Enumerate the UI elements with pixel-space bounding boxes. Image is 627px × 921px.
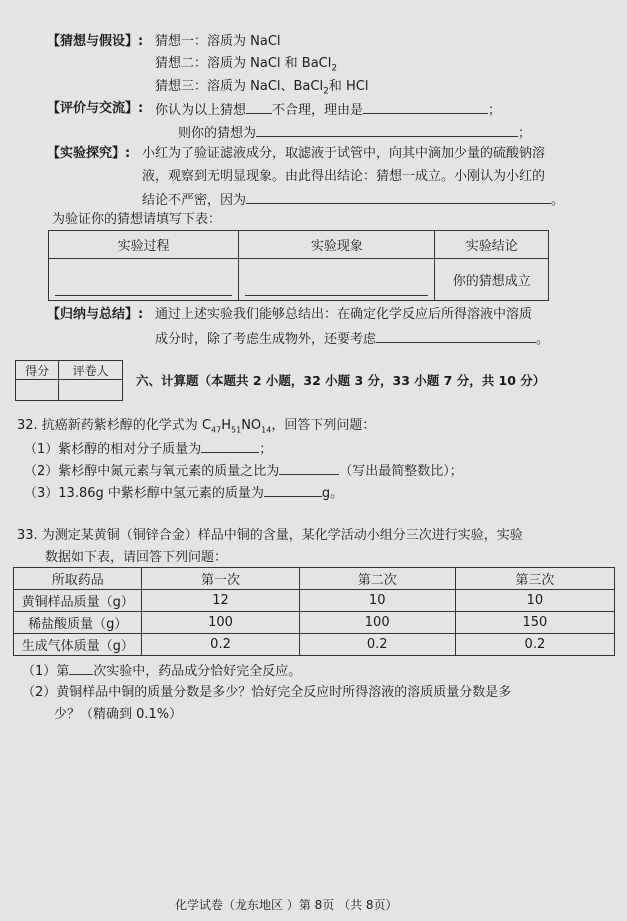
verify-header: 实验现象	[239, 231, 435, 259]
score-box	[15, 360, 123, 401]
guess-3: 猜想三：溶质为 NaCl、BaCl$_2$和 HCl	[155, 79, 369, 97]
blank-trial-number[interactable]	[69, 662, 93, 675]
q33-stem-2: 数据如下表，请回答下列问题：	[45, 550, 228, 565]
q33-part-2-line-2: 少？（精确到 0.1%）	[54, 707, 183, 722]
q32-part-1: （1）紫杉醇的相对分子质量为 ；	[24, 442, 273, 457]
grader-label: 评卷人	[59, 361, 123, 380]
blank-n-o-ratio[interactable]	[279, 462, 339, 475]
verify-phenomenon-cell[interactable]	[239, 259, 435, 301]
q33-data-table	[13, 567, 615, 656]
summary-label: 【归纳与总结】:	[47, 307, 144, 322]
summary-line-2: 成分时，除了考虑生成物外，还要考虑 。	[155, 332, 550, 347]
table-cell: 稀盐酸质量（g）	[14, 612, 142, 634]
q33-header: 所取药品	[14, 568, 142, 590]
q33-part-1: （1）第 次实验中，药品成分恰好完全反应。	[22, 664, 302, 679]
score-label: 得分	[16, 361, 59, 380]
guess-1: 猜想一：溶质为 NaCl	[155, 34, 281, 49]
blank-reason[interactable]	[363, 101, 488, 114]
verify-conclusion-cell: 你的猜想成立	[435, 259, 549, 301]
verify-header: 实验过程	[49, 231, 239, 259]
blank-molecular-mass[interactable]	[201, 440, 259, 453]
table-cell: 12	[142, 590, 299, 612]
inquiry-line-3: 结论不严密，因为 。	[142, 193, 565, 208]
q33-header: 第二次	[299, 568, 455, 590]
q33-header: 第三次	[455, 568, 614, 590]
evaluation-line-2: 则你的猜想为 ；	[178, 126, 532, 141]
q32-part-2: （2）紫杉醇中氮元素与氧元素的质量之比为 （写出最简整数比）；	[24, 464, 463, 479]
q33-header: 第一次	[142, 568, 299, 590]
table-cell: 100	[142, 612, 299, 634]
table-cell: 10	[455, 590, 614, 612]
evaluation-line-1: 你认为以上猜想 不合理，理由是 ；	[155, 103, 502, 118]
table-cell: 0.2	[299, 634, 455, 656]
q33-part-2-line-1: （2）黄铜样品中铜的质量分数是多少？恰好完全反应时所得溶液的溶质质量分数是多	[22, 685, 512, 700]
inquiry-label: 【实验探究】:	[47, 146, 131, 161]
verify-process-cell[interactable]	[49, 259, 239, 301]
score-cell[interactable]	[16, 380, 59, 401]
table-row	[14, 634, 615, 656]
table-cell: 生成气体质量（g）	[14, 634, 142, 656]
section-title: 六、计算题（本题共 2 小题，32 小题 3 分，33 小题 7 分，共 10 分）	[136, 373, 546, 388]
table-cell: 黄铜样品质量（g）	[14, 590, 142, 612]
table-cell: 0.2	[142, 634, 299, 656]
table-cell: 150	[455, 612, 614, 634]
table-cell: 0.2	[455, 634, 614, 656]
table-row	[14, 612, 615, 634]
verify-header: 实验结论	[435, 231, 549, 259]
blank-because[interactable]	[246, 191, 551, 204]
q33-stem-1: 33. 为测定某黄铜（铜锌合金）样品中铜的含量，某化学活动小组分三次进行实验，实验	[17, 528, 523, 543]
summary-line-1: 通过上述实验我们能够总结出：在确定化学反应后所得溶液中溶质	[155, 307, 533, 322]
inquiry-line-2: 液，观察到无明显现象。由此得出结论：猜想一成立。小刚认为小红的	[142, 169, 546, 184]
page-footer: 化学试卷（龙东地区 ）第 8页 （共 8页）	[175, 898, 398, 912]
q32-part-3: （3）13.86g 中紫杉醇中氢元素的质量为 g。	[24, 486, 344, 501]
inquiry-line-1: 小红为了验证滤液成分，取滤液于试管中，向其中滴加少量的硫酸钠溶	[142, 146, 546, 161]
blank-guess-number[interactable]	[246, 101, 272, 114]
table-cell: 100	[299, 612, 455, 634]
grader-cell[interactable]	[59, 380, 123, 401]
verify-table	[48, 230, 549, 301]
q32-stem: 32. 抗癌新药紫杉醇的化学式为 $C_{47}H_{51}NO_{14}$，回答下列问题：	[17, 418, 376, 435]
table-cell: 10	[299, 590, 455, 612]
verify-intro: 为验证你的猜想请填写下表：	[52, 212, 222, 227]
evaluation-label: 【评价与交流】:	[47, 101, 144, 116]
blank-also-consider[interactable]	[376, 330, 536, 343]
blank-your-guess[interactable]	[256, 124, 518, 137]
blank-h-mass[interactable]	[264, 484, 322, 497]
guess-2: 猜想二：溶质为 NaCl 和 BaCl$_2$	[155, 56, 338, 74]
table-row	[14, 590, 615, 612]
hypothesis-label: 【猜想与假设】:	[47, 34, 144, 49]
